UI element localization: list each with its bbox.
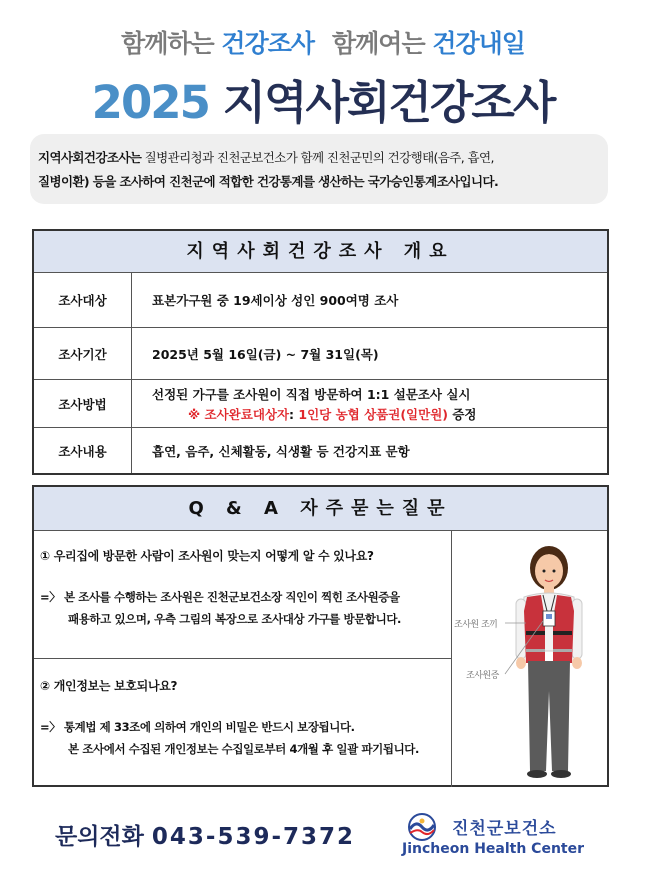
health-center-emblem-icon — [394, 812, 450, 842]
overview-value — [132, 328, 607, 379]
faq-item — [34, 659, 451, 760]
health-center-logo — [394, 810, 594, 862]
surveyor-illustration — [452, 531, 609, 787]
overview-row — [34, 273, 607, 328]
overview-row — [34, 328, 607, 380]
note-reward: 1인당 농협 상품권(일만원) — [298, 406, 448, 422]
faq-answer — [40, 586, 451, 630]
intro-lead: 지역사회건강조사는 — [38, 150, 142, 165]
note-tail: 증정 — [447, 406, 477, 422]
title-name: 지역사회건강조사 — [208, 76, 555, 129]
slogan-part1: 함께하는 — [121, 29, 222, 58]
vest-label: 조사원 조끼 — [454, 620, 498, 630]
intro-box — [30, 134, 608, 204]
faq-answer-line1: =〉 본 조사를 수행하는 조사원은 진천군보건소장 직인이 찍힌 조사원증을 — [40, 590, 400, 604]
overview-label: 조사내용 — [34, 428, 132, 473]
overview-value-text: 2025년 5월 16일(금) ~ 7월 31일(목) — [152, 346, 379, 362]
faq-question: ② 개인정보는 보호되나요? — [40, 679, 178, 693]
slogan-part1-highlight: 건강조사 — [221, 29, 314, 58]
surveyor-figure-icon — [452, 531, 609, 787]
overview-row — [34, 428, 607, 473]
overview-value-text: 선정된 가구를 조사원이 직접 방문하여 1:1 설문조사 실시 — [152, 386, 471, 402]
overview-label: 조사대상 — [34, 273, 132, 327]
overview-value — [132, 273, 607, 327]
faq-answer-line2: 패용하고 있으며, 우측 그림의 복장으로 조사대상 가구를 방문합니다. — [68, 612, 402, 626]
faq-answer-line2: 본 조사에서 수집된 개인정보는 수집일로부터 4개월 후 일괄 파기됩니다. — [68, 742, 419, 756]
faq-header: Q & A 자주묻는질문 — [34, 487, 607, 531]
note-target: 조사완료대상자 — [204, 406, 290, 422]
overview-label: 조사방법 — [34, 380, 132, 427]
faq-question: ① 우리집에 방문한 사람이 조사원이 맞는지 어떻게 알 수 있나요? — [40, 549, 374, 563]
center-name-ko: 진천군보건소 — [452, 819, 557, 839]
title-year: 2025 — [91, 76, 209, 129]
faq-answer — [40, 716, 451, 760]
page-title — [0, 66, 646, 131]
note-colon: : — [289, 406, 299, 422]
overview-value-text: 표본가구원 중 19세이상 성인 900여명 조사 — [152, 293, 399, 308]
note-mark: ※ — [188, 406, 205, 422]
contact-label: 문의전화 — [55, 824, 152, 850]
slogan-part2: 함께여는 — [332, 29, 433, 58]
overview-table — [32, 229, 609, 475]
faq-section — [32, 485, 609, 787]
slogan-part2-highlight: 건강내일 — [432, 29, 525, 58]
slogan — [0, 24, 646, 60]
badge-label: 조사원증 — [466, 671, 499, 681]
overview-header: 지역사회건강조사 개요 — [34, 231, 607, 273]
reward-note — [152, 405, 607, 423]
faq-answer-line1: =〉 통계법 제 33조에 의하여 개인의 비밀은 반드시 보장됩니다. — [40, 720, 355, 734]
overview-row — [34, 380, 607, 428]
contact-phone — [55, 818, 355, 851]
overview-value — [132, 428, 607, 473]
faq-item — [34, 531, 451, 659]
overview-value-text: 흡연, 음주, 신체활동, 식생활 등 건강지표 문항 — [152, 443, 410, 459]
overview-value — [132, 380, 607, 427]
intro-line2: 질병이환) 등을 조사하여 진천군에 적합한 건강통계를 생산하는 국가승인통계조사입니다. — [38, 174, 499, 189]
overview-label: 조사기간 — [34, 328, 132, 379]
center-name-en: Jincheon Health Center — [402, 841, 585, 857]
intro-line1: 질병관리청과 진천군보건소가 함께 진천군민의 건강행태(음주, 흡연, — [141, 150, 494, 165]
contact-number[interactable]: 043-539-7372 — [151, 824, 356, 850]
